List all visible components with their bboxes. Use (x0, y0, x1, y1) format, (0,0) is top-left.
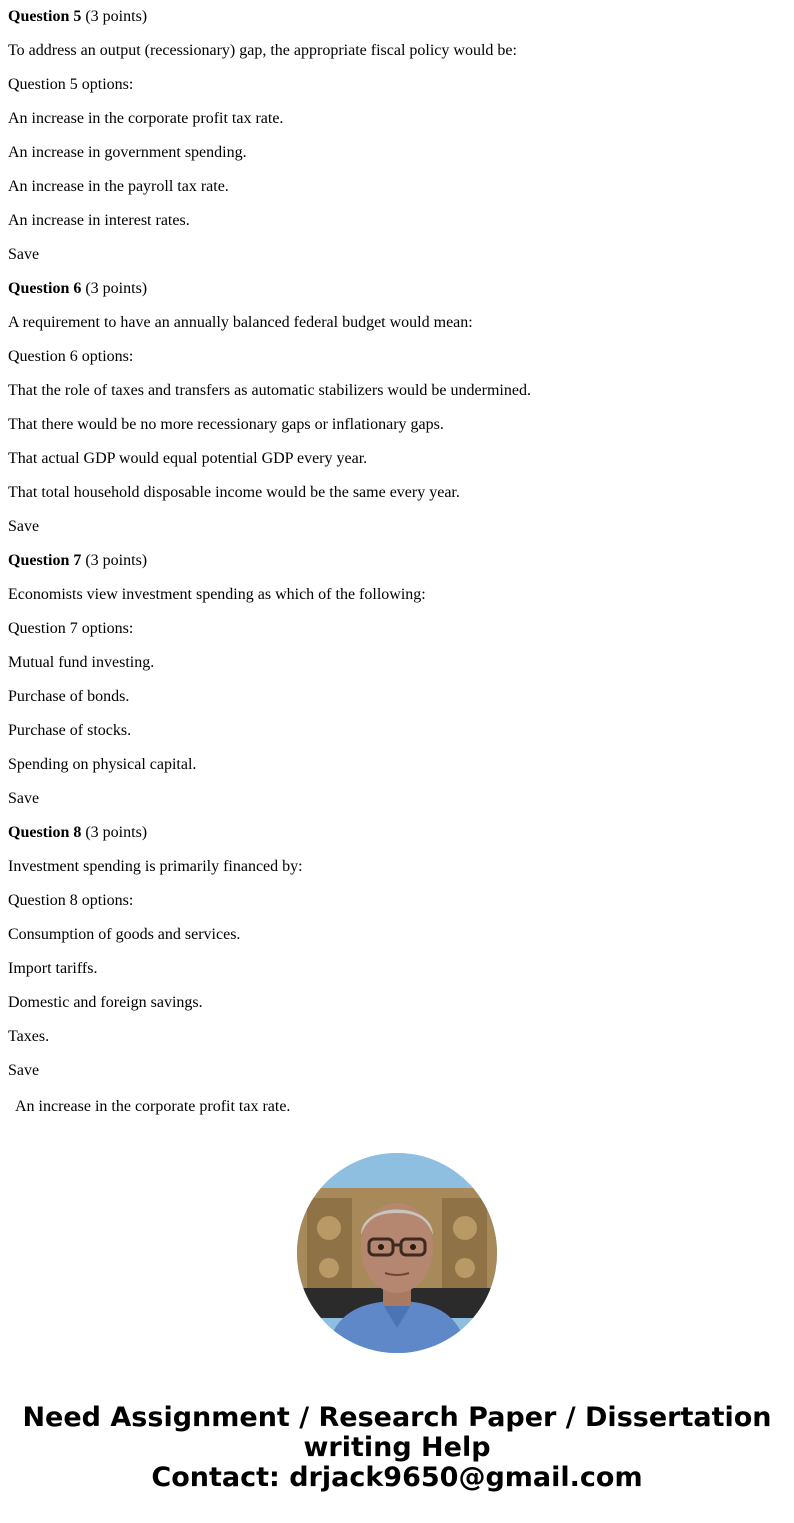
save-button[interactable]: Save (8, 518, 40, 535)
question-header (8, 8, 147, 26)
question-points: (3 points) (85, 824, 148, 841)
question-points: (3 points) (85, 552, 148, 569)
option-item[interactable]: Spending on physical capital. (8, 756, 197, 773)
promo-line-2: writing Help (303, 1432, 491, 1463)
question-title: Question 5 (8, 8, 82, 25)
option-item[interactable]: Purchase of stocks. (8, 722, 132, 739)
question-header (8, 280, 147, 298)
question-text: Economists view investment spending as which of the following: (8, 586, 426, 603)
option-item[interactable]: An increase in government spending. (8, 144, 247, 161)
option-item[interactable]: That there would be no more recessionary gaps or inflationary gaps. (8, 416, 444, 433)
option-item[interactable]: Consumption of goods and services. (8, 926, 241, 943)
question-points: (3 points) (85, 8, 148, 25)
question-text: Investment spending is primarily financed by: (8, 858, 303, 875)
question-title: Question 6 (8, 280, 82, 297)
answer-text: An increase in the corporate profit tax rate. (15, 1098, 291, 1115)
option-item[interactable]: That actual GDP would equal potential GDP every year. (8, 450, 368, 467)
question-title: Question 8 (8, 824, 82, 841)
save-button[interactable]: Save (8, 246, 40, 263)
option-item[interactable]: Taxes. (8, 1028, 50, 1045)
save-button[interactable]: Save (8, 1062, 40, 1079)
option-item[interactable]: Purchase of bonds. (8, 688, 130, 705)
option-item[interactable]: Import tariffs. (8, 960, 98, 977)
question-header (8, 824, 147, 842)
option-item[interactable]: An increase in interest rates. (8, 212, 190, 229)
options-label: Question 7 options: (8, 620, 134, 637)
avatar-portrait-image (297, 1153, 497, 1353)
promo-line-1: Need Assignment / Research Paper / Dissertation (22, 1402, 772, 1433)
question-points: (3 points) (85, 280, 148, 297)
question-title: Question 7 (8, 552, 82, 569)
question-header (8, 552, 147, 570)
options-label: Question 6 options: (8, 348, 134, 365)
options-label: Question 8 options: (8, 892, 134, 909)
promo-contact: Contact: drjack9650@gmail.com (151, 1462, 643, 1493)
option-item[interactable]: That total household disposable income would be the same every year. (8, 484, 460, 501)
option-item[interactable]: An increase in the corporate profit tax rate. (8, 110, 284, 127)
save-button[interactable]: Save (8, 790, 40, 807)
avatar (297, 1153, 497, 1353)
option-item[interactable]: Domestic and foreign savings. (8, 994, 203, 1011)
promo-footer (0, 1403, 794, 1493)
question-text: A requirement to have an annually balanced federal budget would mean: (8, 314, 473, 331)
options-label: Question 5 options: (8, 76, 134, 93)
option-item[interactable]: An increase in the payroll tax rate. (8, 178, 229, 195)
option-item[interactable]: Mutual fund investing. (8, 654, 155, 671)
question-text: To address an output (recessionary) gap, the appropriate fiscal policy would be: (8, 42, 517, 59)
option-item[interactable]: That the role of taxes and transfers as automatic stabilizers would be undermined. (8, 382, 531, 399)
